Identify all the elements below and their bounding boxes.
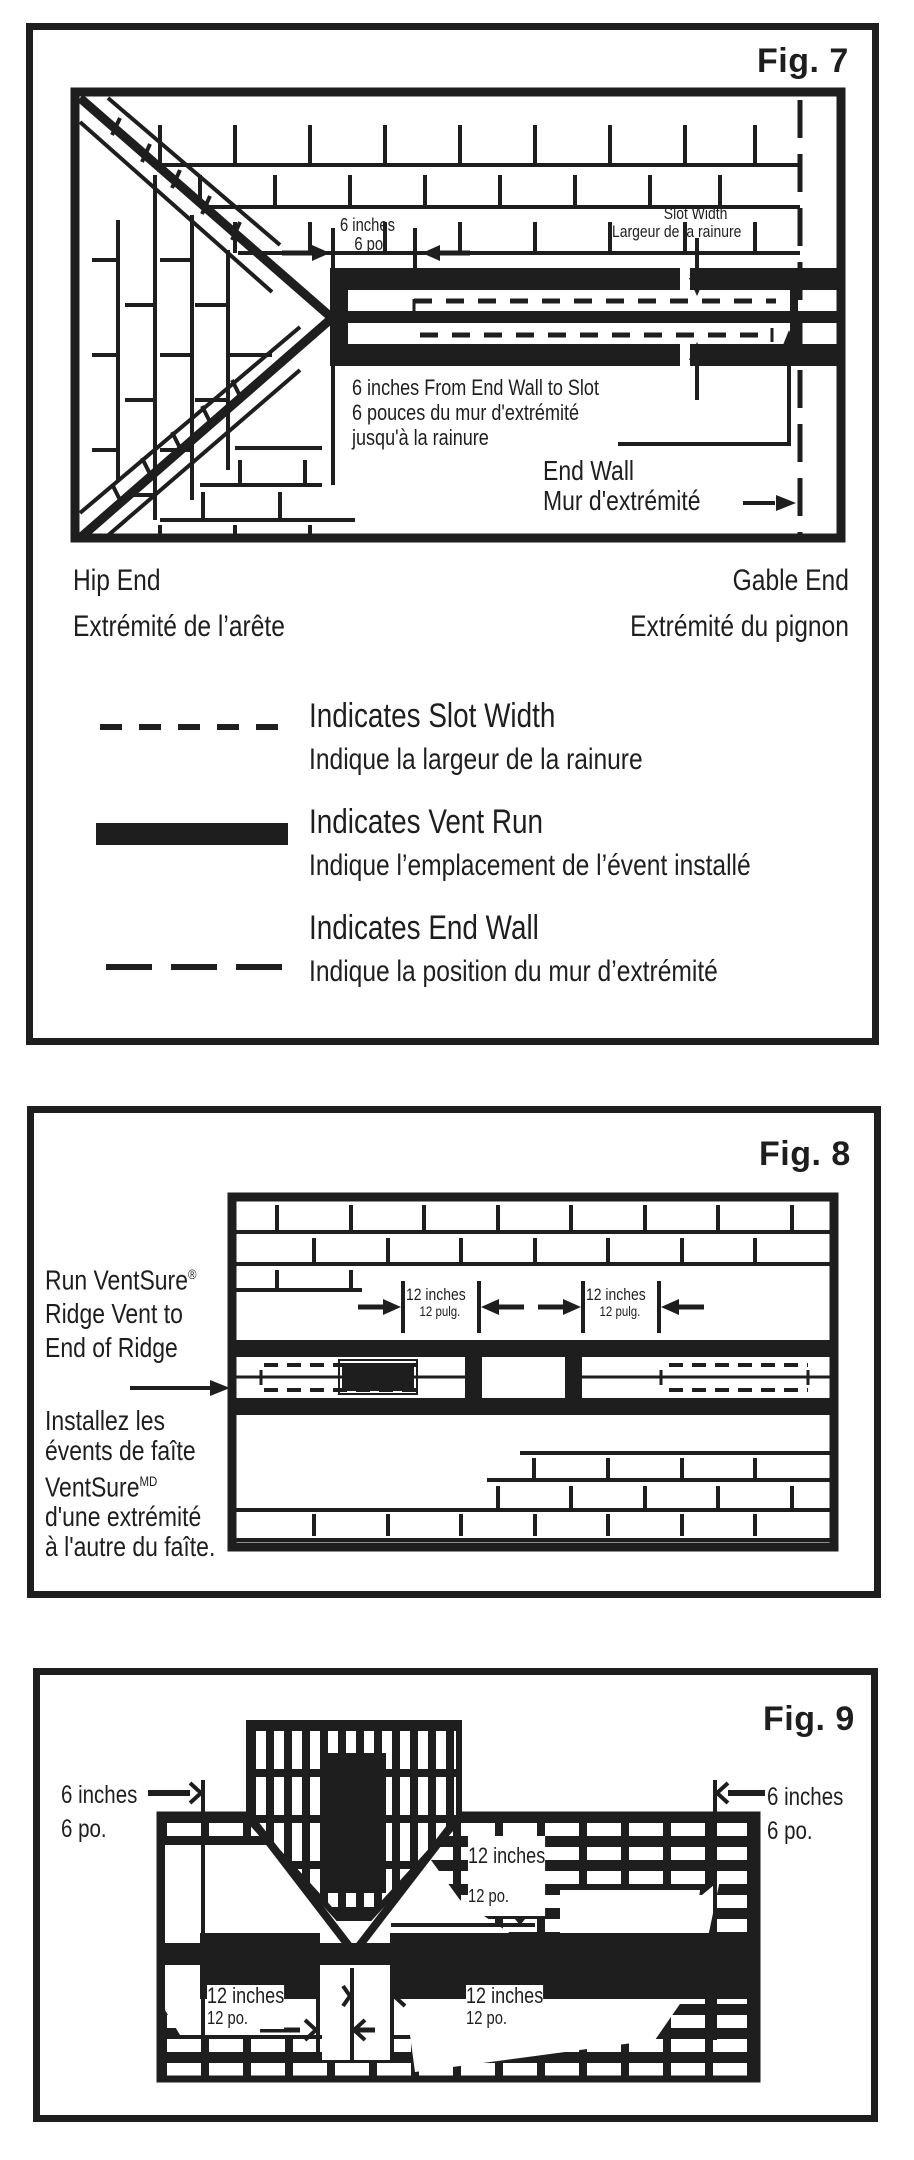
fig7-hip-end-label: Hip End Extrémité de l’arête — [73, 564, 285, 643]
fig9-chimney-12in-label: 12 inches 12 po. — [468, 1836, 545, 1916]
fig7-end-wall-label: End Wall Mur d'extrémité — [543, 455, 701, 516]
fig7-slot-width-label: Slot Width Largeur de la rainure — [612, 204, 742, 241]
fig7-dim-6in-label: 6 inches 6 po. — [340, 215, 395, 254]
fig8-dim-12in-1: 12 inches 12 pulg. — [406, 1285, 466, 1319]
legend-item-vent-run: Indicates Vent Run Indique l’emplacement de l’évent installé — [309, 803, 751, 882]
fig9-left-6in-label: 6 inches 6 po. — [61, 1781, 138, 1843]
fig9-bottom-left-12in-label: 12 inches 12 po. — [207, 1983, 285, 2028]
fig8-instruction-fr: Installez les évents de faîte VentSure$^{MD}$ d'une extrémité à l'autre du faîte. — [45, 1405, 216, 1563]
fig7-title: Fig. 7 — [757, 42, 849, 80]
fig8-dim-12in-2: 12 inches 12 pulg. — [586, 1285, 646, 1319]
fig9-bottom-right-12in-label: 12 inches 12 po. — [466, 1983, 544, 2028]
fig9-right-6in-label: 6 inches 6 po. — [767, 1783, 844, 1845]
fig7-from-end-wall-label: 6 inches From End Wall to Slot 6 pouces du mur d'extrémité jusqu'à la rainure — [352, 375, 599, 450]
fig7-gable-end-label: Gable End Extrémité du pignon — [630, 564, 849, 643]
fig8-instruction-en: Run VentSure® Ridge Vent to End of Ridge — [45, 1264, 197, 1364]
fig9-title: Fig. 9 — [763, 1700, 855, 1738]
legend-item-slot-width: Indicates Slot Width Indique la largeur de la rainure — [309, 697, 643, 776]
fig8-title: Fig. 8 — [759, 1135, 851, 1173]
legend-item-end-wall: Indicates End Wall Indique la position du mur d’extrémité — [309, 909, 718, 988]
